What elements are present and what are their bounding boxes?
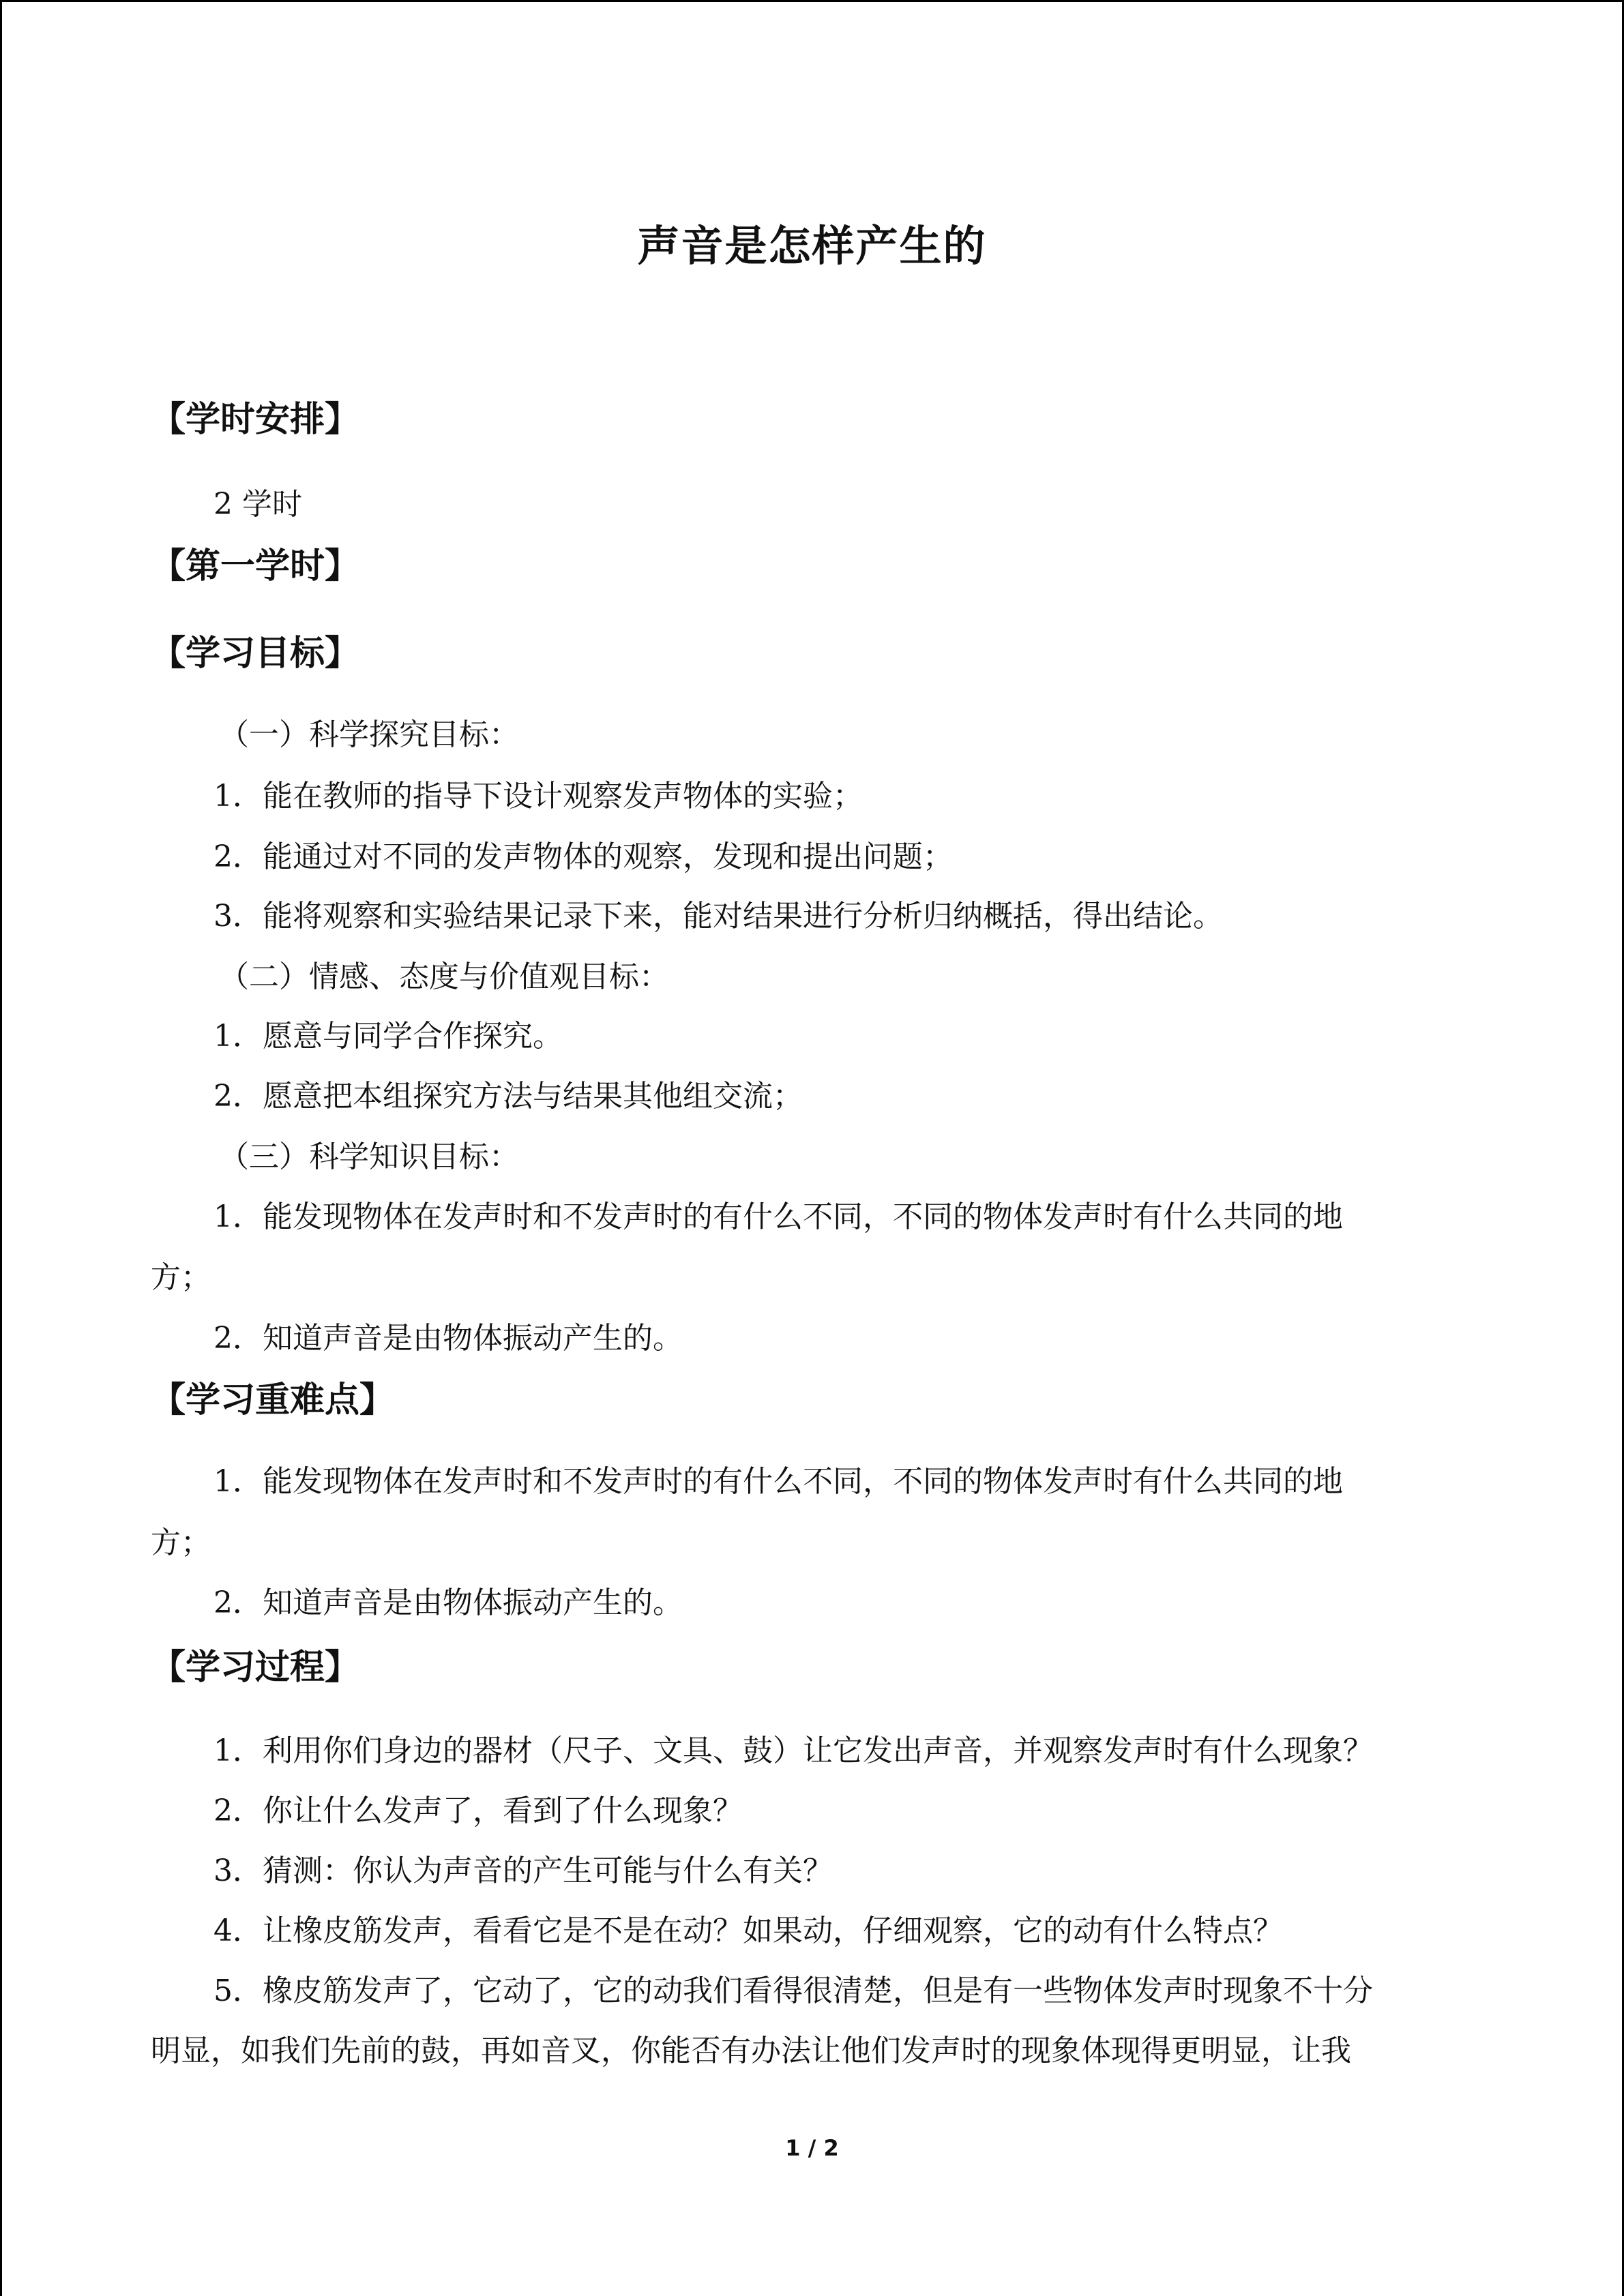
objectives-group3-item1-line1: 1．能发现物体在发声时和不发声时的有什么不同，不同的物体发声时有什么共同的地: [213, 1199, 1343, 1234]
process-item: 2．你让什么发声了，看到了什么现象？: [213, 1793, 743, 1828]
section-heading-process: 【学习过程】: [151, 1648, 360, 1688]
objectives-group3-item1-line2: 方；: [151, 1260, 211, 1295]
key-points-item1-line1: 1．能发现物体在发声时和不发声时的有什么不同，不同的物体发声时有什么共同的地: [213, 1464, 1343, 1499]
key-points-item1-line2: 方；: [151, 1525, 211, 1560]
section-heading-first-period: 【第一学时】: [151, 546, 360, 586]
objectives-group1-title: （一）科学探究目标：: [219, 717, 519, 752]
process-item5-line1: 5．橡皮筋发声了，它动了，它的动我们看得很清楚，但是有一些物体发声时现象不十分: [213, 1973, 1373, 2008]
process-item: 1．利用你们身边的器材（尺子、文具、鼓）让它发出声音，并观察发声时有什么现象？: [213, 1733, 1373, 1768]
objectives-group3-title: （三）科学知识目标：: [219, 1139, 519, 1174]
process-item: 4．让橡皮筋发声，看看它是不是在动？如果动，仔细观察，它的动有什么特点？: [213, 1913, 1283, 1948]
objectives-group1-item: 1．能在教师的指导下设计观察发声物体的实验；: [213, 779, 863, 814]
section-heading-schedule: 【学时安排】: [151, 400, 360, 440]
objectives-group1-item: 2．能通过对不同的发声物体的观察，发现和提出问题；: [213, 839, 953, 874]
key-points-item2: 2．知道声音是由物体振动产生的。: [213, 1585, 683, 1620]
objectives-group3-item2: 2．知道声音是由物体振动产生的。: [213, 1321, 683, 1356]
document-title: 声音是怎样产生的: [637, 221, 987, 271]
section-heading-objectives: 【学习目标】: [151, 633, 360, 674]
objectives-group2-item: 1．愿意与同学合作探究。: [213, 1019, 563, 1054]
process-item5-line2: 明显，如我们先前的鼓，再如音叉，你能否有办法让他们发声时的现象体现得更明显，让我: [151, 2033, 1351, 2068]
process-item: 3．猜测：你认为声音的产生可能与什么有关？: [213, 1853, 833, 1888]
schedule-content: 2 学时: [213, 487, 302, 522]
section-heading-key-points: 【学习重难点】: [151, 1380, 395, 1420]
objectives-group2-item: 2．愿意把本组探究方法与结果其他组交流；: [213, 1079, 803, 1114]
page-number: 1 / 2: [785, 2135, 839, 2161]
objectives-group2-title: （二）情感、态度与价值观目标：: [219, 959, 669, 994]
objectives-group1-item: 3．能将观察和实验结果记录下来，能对结果进行分析归纳概括，得出结论。: [213, 899, 1223, 934]
